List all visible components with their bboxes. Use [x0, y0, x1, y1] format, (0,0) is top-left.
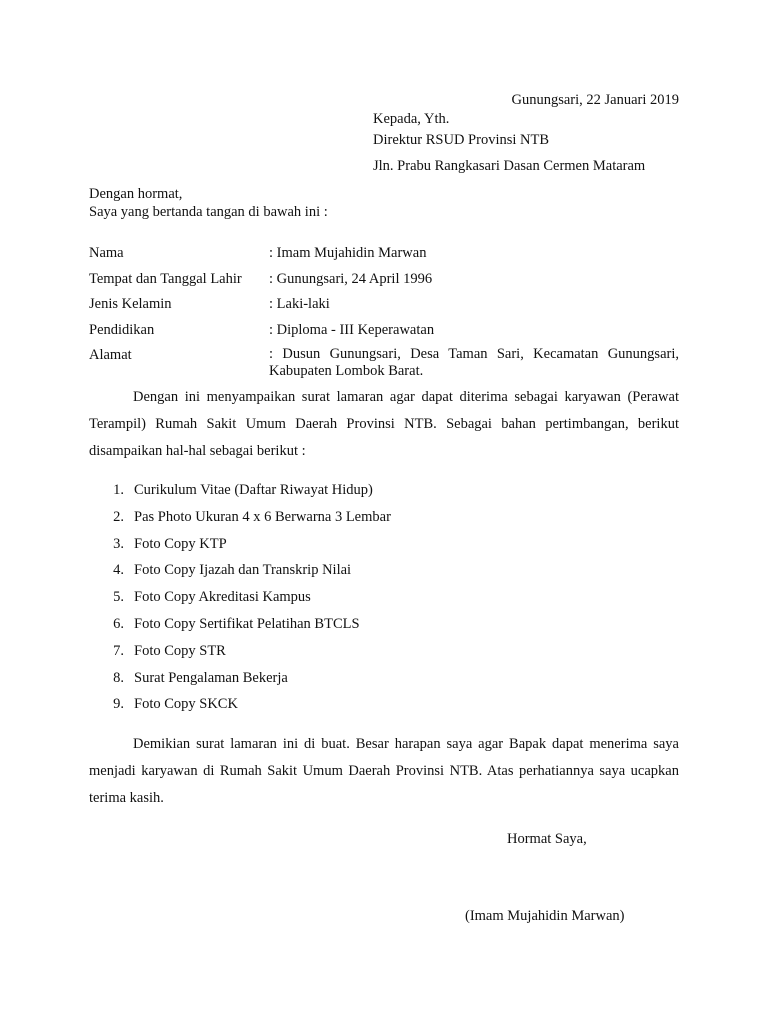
field-label: Tempat dan Tanggal Lahir	[89, 270, 242, 287]
field-value: : Gunungsari, 24 April 1996	[269, 270, 433, 287]
signer-name: (Imam Mujahidin Marwan)	[465, 908, 625, 924]
field-row	[89, 346, 679, 386]
list-item	[89, 615, 679, 642]
field-value: : Imam Mujahidin Marwan	[269, 245, 427, 261]
list-item	[89, 588, 679, 615]
paragraph-text: Dengan ini menyampaikan surat lamaran agar dapat diterima sebagai karyawan (Perawat Terampil) Rumah Sakit Umum Daerah Provinsi NTB. Sebagai bahan pertimbangan, berikut disampaikan hal-hal sebagai berikut :	[89, 389, 679, 459]
letter-date: Gunungsari, 22 Januari 2019	[511, 92, 679, 108]
field-row	[89, 295, 679, 321]
list-item	[89, 642, 679, 669]
list-number: 2.	[113, 508, 124, 525]
list-text: Foto Copy SKCK	[134, 696, 238, 713]
list-item	[89, 561, 679, 588]
field-label: Jenis Kelamin	[89, 296, 172, 313]
list-number: 6.	[113, 615, 124, 632]
list-number: 4.	[113, 562, 124, 579]
list-text: Pas Photo Ukuran 4 x 6 Berwarna 3 Lembar	[134, 508, 391, 525]
field-label: Nama	[89, 245, 124, 261]
list-text: Foto Copy STR	[134, 642, 226, 659]
list-number: 9.	[113, 696, 124, 713]
list-number: 5.	[113, 589, 124, 606]
list-item	[89, 695, 679, 722]
body-paragraph-1	[89, 384, 679, 465]
list-item	[89, 508, 679, 535]
list-item	[89, 481, 679, 508]
intro-line: Saya yang bertanda tangan di bawah ini :	[89, 204, 328, 220]
attachment-list	[89, 481, 679, 722]
list-text: Foto Copy KTP	[134, 535, 227, 552]
list-text: Surat Pengalaman Bekerja	[134, 669, 288, 686]
list-number: 8.	[113, 669, 124, 686]
applicant-fields	[89, 244, 679, 386]
list-item	[89, 535, 679, 562]
field-value: : Laki-laki	[269, 296, 330, 313]
field-row	[89, 321, 679, 347]
recipient-line-3: Jln. Prabu Rangkasari Dasan Cermen Mataram	[373, 158, 646, 174]
list-item	[89, 669, 679, 696]
body-paragraph-2	[89, 731, 679, 812]
field-value: : Dusun Gunungsari, Desa Taman Sari, Kecamatan Gunungsari, Kabupaten Lombok Barat.	[269, 346, 679, 380]
field-label: Pendidikan	[89, 321, 155, 338]
list-text: Foto Copy Sertifikat Pelatihan BTCLS	[134, 615, 360, 632]
greeting-block	[89, 185, 328, 221]
paragraph-text: Demikian surat lamaran ini di buat. Besar harapan saya agar Bapak dapat menerima saya menjadi karyawan di Rumah Sakit Umum Daerah Provinsi NTB. Atas perhatiannya saya ucapkan terima kasih.	[89, 736, 679, 806]
list-number: 3.	[113, 535, 124, 552]
list-text: Foto Copy Ijazah dan Transkrip Nilai	[134, 562, 352, 579]
field-row	[89, 244, 679, 270]
recipient-line-1: Kepada, Yth.	[373, 111, 450, 127]
field-label: Alamat	[89, 347, 132, 364]
closing: Hormat Saya,	[507, 831, 587, 847]
list-text: Foto Copy Akreditasi Kampus	[134, 589, 311, 606]
list-number: 7.	[113, 642, 124, 659]
recipient-line-2: Direktur RSUD Provinsi NTB	[373, 132, 550, 148]
field-value: : Diploma - III Keperawatan	[269, 321, 435, 338]
salutation: Dengan hormat,	[89, 186, 183, 202]
list-text: Curikulum Vitae (Daftar Riwayat Hidup)	[134, 482, 373, 498]
list-number: 1.	[113, 482, 124, 498]
field-row	[89, 270, 679, 296]
